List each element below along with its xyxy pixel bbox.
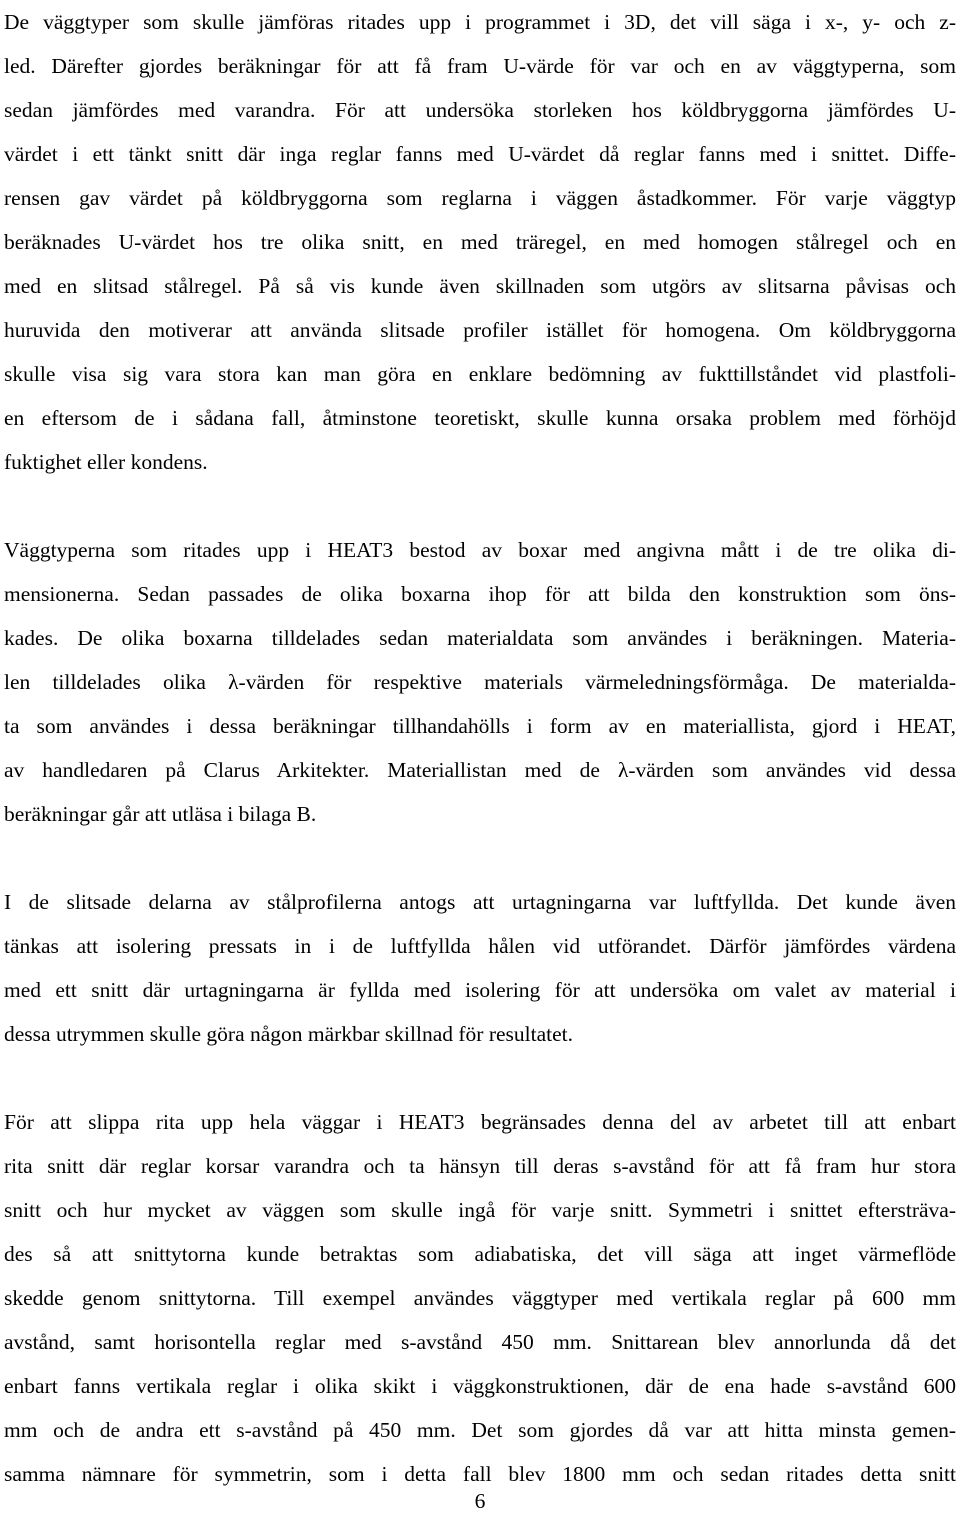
text-line: skedde genom snittytorna. Till exempel användes väggtyper med vertikala reglar på 600 mm	[4, 1286, 956, 1310]
text-line: av handledaren på Clarus Arkitekter. Materiallistan med de λ-värden som användes vid dessa	[4, 758, 956, 782]
text-line: kades. De olika boxarna tilldelades sedan materialdata som användes i beräkningen. Materia-	[4, 626, 956, 650]
paragraph-spacer	[4, 836, 956, 880]
text-line: huruvida den motiverar att använda slitsade profiler istället för homogena. Om köldbryggorna	[4, 318, 956, 342]
text-line: rita snitt där reglar korsar varandra och ta hänsyn till deras s-avstånd för att få fram hur stora	[4, 1154, 956, 1178]
text-line: dessa utrymmen skulle göra någon märkbar skillnad för resultatet.	[4, 1022, 573, 1046]
text-line: fuktighet eller kondens.	[4, 450, 208, 474]
text-line: enbart fanns vertikala reglar i olika skikt i väggkonstruktionen, där de ena hade s-avstånd 600	[4, 1374, 956, 1398]
text-line: len tilldelades olika λ-värden för respektive materials värmeledningsförmåga. De materialda-	[4, 670, 956, 694]
text-line: avstånd, samt horisontella reglar med s-avstånd 450 mm. Snittarean blev annorlunda då det	[4, 1330, 956, 1354]
paragraph-spacer	[4, 484, 956, 528]
text-line: värdet i ett tänkt snitt där inga reglar fanns med U-värdet då reglar fanns med i snittet. Diffe-	[4, 142, 956, 166]
text-line: med ett snitt där urtagningarna är fyllda med isolering för att undersöka om valet av material i	[4, 978, 956, 1002]
text-line: I de slitsade delarna av stålprofilerna antogs att urtagningarna var luftfyllda. Det kunde även	[4, 890, 956, 914]
text-line: ta som användes i dessa beräkningar tillhandahölls i form av en materiallista, gjord i HEAT,	[4, 714, 956, 738]
text-line: beräknades U-värdet hos tre olika snitt, en med träregel, en med homogen stålregel och en	[4, 230, 956, 254]
paragraph	[4, 0, 956, 484]
paragraph	[4, 1100, 956, 1496]
text-line: rensen gav värdet på köldbryggorna som reglarna i väggen åstadkommer. För varje väggtyp	[4, 186, 956, 210]
page-number: 6	[474, 1489, 486, 1513]
text-line: snitt och hur mycket av väggen som skulle ingå för varje snitt. Symmetri i snittet eftersträva-	[4, 1198, 956, 1222]
text-line: sedan jämfördes med varandra. För att undersöka storleken hos köldbryggorna jämfördes U-	[4, 98, 956, 122]
text-line: skulle visa sig vara stora kan man göra en enklare bedömning av fukttillståndet vid plastfoli-	[4, 362, 956, 386]
paragraph	[4, 528, 956, 836]
text-line: des så att snittytorna kunde betraktas som adiabatiska, det vill säga att inget värmeflöde	[4, 1242, 956, 1266]
paragraph	[4, 880, 956, 1056]
text-line: en eftersom de i sådana fall, åtminstone teoretiskt, skulle kunna orsaka problem med förhöjd	[4, 406, 956, 430]
paragraph-spacer	[4, 1056, 956, 1100]
text-line: tänkas att isolering pressats in i de luftfyllda hålen vid utförandet. Därför jämfördes värdena	[4, 934, 956, 958]
text-line: mm och de andra ett s-avstånd på 450 mm. Det som gjordes då var att hitta minsta gemen-	[4, 1418, 956, 1442]
text-line: De väggtyper som skulle jämföras ritades upp i programmet i 3D, det vill säga i x-, y- och z-	[4, 10, 956, 34]
text-line: beräkningar går att utläsa i bilaga B.	[4, 802, 317, 826]
body-text	[4, 0, 956, 1496]
text-line: mensionerna. Sedan passades de olika boxarna ihop för att bilda den konstruktion som öns-	[4, 582, 956, 606]
text-line: med en slitsad stålregel. På så vis kunde även skillnaden som utgörs av slitsarna påvisas och	[4, 274, 956, 298]
text-line: samma nämnare för symmetrin, som i detta fall blev 1800 mm och sedan ritades detta snitt	[4, 1462, 956, 1486]
text-line: led. Därefter gjordes beräkningar för att få fram U-värde för var och en av väggtyperna, som	[4, 54, 956, 78]
text-line: För att slippa rita upp hela väggar i HEAT3 begränsades denna del av arbetet till att enbart	[4, 1110, 956, 1134]
text-line: Väggtyperna som ritades upp i HEAT3 bestod av boxar med angivna mått i de tre olika di-	[4, 538, 956, 562]
